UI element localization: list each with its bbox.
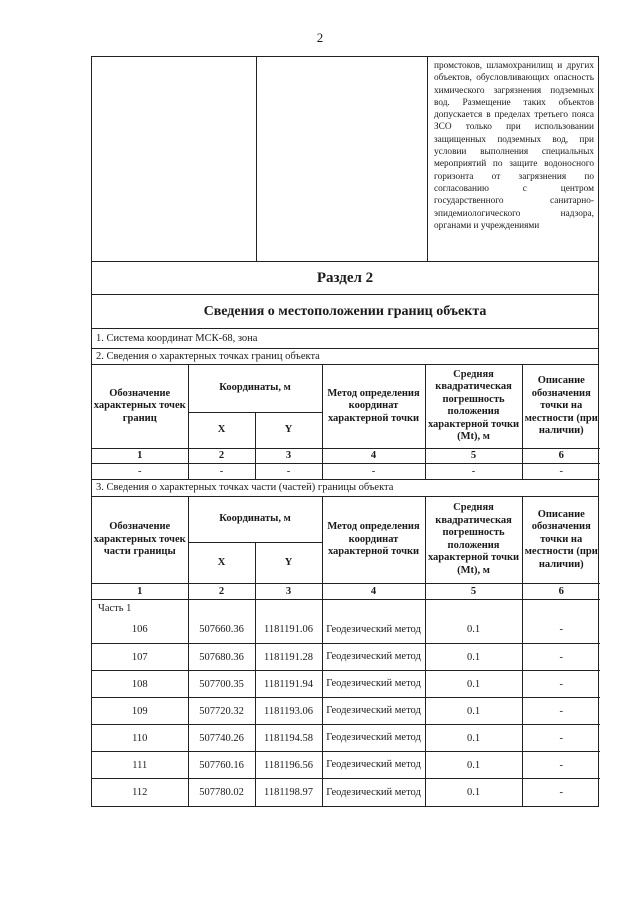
point-x: 507760.16 — [188, 752, 255, 779]
part-points-table — [92, 497, 600, 806]
boundary-points-table — [92, 365, 600, 480]
header-designation: Обозначение характерных точек части границы — [92, 497, 188, 584]
point-y: 1181191.06 — [255, 617, 322, 644]
header-error: Средняя квадратическая погрешность положения характерной точки (Mt), м — [425, 497, 522, 584]
point-error: 0.1 — [425, 617, 522, 644]
point-error: 0.1 — [425, 698, 522, 725]
empty-cell — [522, 600, 600, 617]
header-method: Метод определения координат характерной точки — [322, 497, 425, 584]
col-number: 3 — [255, 448, 322, 463]
empty-cell — [255, 600, 322, 617]
empty-value: - — [425, 463, 522, 479]
points-caption: 2. Сведения о характерных точках границ объекта — [92, 349, 598, 365]
point-id: 112 — [92, 779, 188, 806]
col-number: 1 — [92, 448, 188, 463]
col-number: 2 — [188, 448, 255, 463]
point-description: - — [522, 671, 600, 698]
point-method: Геодезический метод — [322, 698, 425, 725]
continued-restriction-text: промстоков, шламохранилищ и других объектов, обусловливающих опасность химического загрязнения подземных вод. Размещение таких объектов допускается в пределах третьего пояса ЗСО только при использовании защищенных подземных вод, при условии выполнения специальных мероприятий по защите водоносного горизонта от загрязнения по согласованию с центром государственного санитарно-эпидемиологического надзора, органами и учреждениями — [434, 61, 594, 231]
point-id: 110 — [92, 725, 188, 752]
empty-value: - — [255, 463, 322, 479]
table-row — [92, 671, 600, 698]
point-error: 0.1 — [425, 779, 522, 806]
point-method: Геодезический метод — [322, 725, 425, 752]
col-number: 1 — [92, 584, 188, 600]
point-error: 0.1 — [425, 644, 522, 671]
col-number: 3 — [255, 584, 322, 600]
point-id: 111 — [92, 752, 188, 779]
empty-cell — [92, 57, 257, 261]
point-error: 0.1 — [425, 725, 522, 752]
point-y: 1181193.06 — [255, 698, 322, 725]
empty-value: - — [322, 463, 425, 479]
point-y: 1181191.94 — [255, 671, 322, 698]
section-subtitle: Сведения о местоположении границ объекта — [92, 295, 598, 329]
table-row — [92, 698, 600, 725]
point-y: 1181191.28 — [255, 644, 322, 671]
empty-cell — [257, 57, 428, 261]
table-row — [92, 725, 600, 752]
document-frame — [91, 56, 599, 807]
page-number: 2 — [316, 30, 324, 45]
col-number: 4 — [322, 448, 425, 463]
point-rows — [92, 617, 600, 806]
section-title: Раздел 2 — [92, 262, 598, 295]
point-method: Геодезический метод — [322, 644, 425, 671]
point-x: 507660.36 — [188, 617, 255, 644]
header-method: Метод определения координат характерной точки — [322, 365, 425, 448]
col-number: 4 — [322, 584, 425, 600]
point-y: 1181194.58 — [255, 725, 322, 752]
point-method: Геодезический метод — [322, 617, 425, 644]
parts-caption: 3. Сведения о характерных точках части (частей) границы объекта — [92, 480, 598, 497]
col-number: 2 — [188, 584, 255, 600]
point-x: 507740.26 — [188, 725, 255, 752]
point-id: 107 — [92, 644, 188, 671]
header-y: Y — [255, 412, 322, 448]
empty-cell — [188, 600, 255, 617]
point-x: 507720.32 — [188, 698, 255, 725]
point-x: 507780.02 — [188, 779, 255, 806]
table-row — [92, 779, 600, 806]
point-description: - — [522, 617, 600, 644]
point-description: - — [522, 698, 600, 725]
header-x: X — [188, 543, 255, 584]
header-designation: Обозначение характерных точек границ — [92, 365, 188, 448]
header-coords: Координаты, м — [188, 365, 322, 412]
col-number: 5 — [425, 584, 522, 600]
point-id: 109 — [92, 698, 188, 725]
point-method: Геодезический метод — [322, 779, 425, 806]
empty-value: - — [188, 463, 255, 479]
empty-value: - — [522, 463, 600, 479]
continued-table-row — [92, 57, 598, 262]
point-method: Геодезический метод — [322, 752, 425, 779]
point-error: 0.1 — [425, 671, 522, 698]
point-description: - — [522, 644, 600, 671]
point-y: 1181198.97 — [255, 779, 322, 806]
point-x: 507680.36 — [188, 644, 255, 671]
empty-cell — [425, 600, 522, 617]
point-description: - — [522, 779, 600, 806]
point-description: - — [522, 725, 600, 752]
table-row — [92, 644, 600, 671]
table-row — [92, 617, 600, 644]
header-coords: Координаты, м — [188, 497, 322, 543]
point-y: 1181196.56 — [255, 752, 322, 779]
header-description: Описание обозначения точки на местности (при наличии) — [522, 497, 600, 584]
point-id: 106 — [92, 617, 188, 644]
point-x: 507700.35 — [188, 671, 255, 698]
header-x: X — [188, 412, 255, 448]
empty-cell — [322, 600, 425, 617]
point-error: 0.1 — [425, 752, 522, 779]
part-label: Часть 1 — [92, 600, 188, 617]
col-number: 5 — [425, 448, 522, 463]
coordinate-system-line: 1. Система координат МСК-68, зона — [92, 329, 598, 349]
table-row — [92, 752, 600, 779]
point-id: 108 — [92, 671, 188, 698]
empty-value: - — [92, 463, 188, 479]
col-number: 6 — [522, 448, 600, 463]
col-number: 6 — [522, 584, 600, 600]
point-description: - — [522, 752, 600, 779]
header-description: Описание обозначения точки на местности (при наличии) — [522, 365, 600, 448]
point-method: Геодезический метод — [322, 671, 425, 698]
header-error: Средняя квадратическая погрешность положения характерной точки (Mt), м — [425, 365, 522, 448]
header-y: Y — [255, 543, 322, 584]
